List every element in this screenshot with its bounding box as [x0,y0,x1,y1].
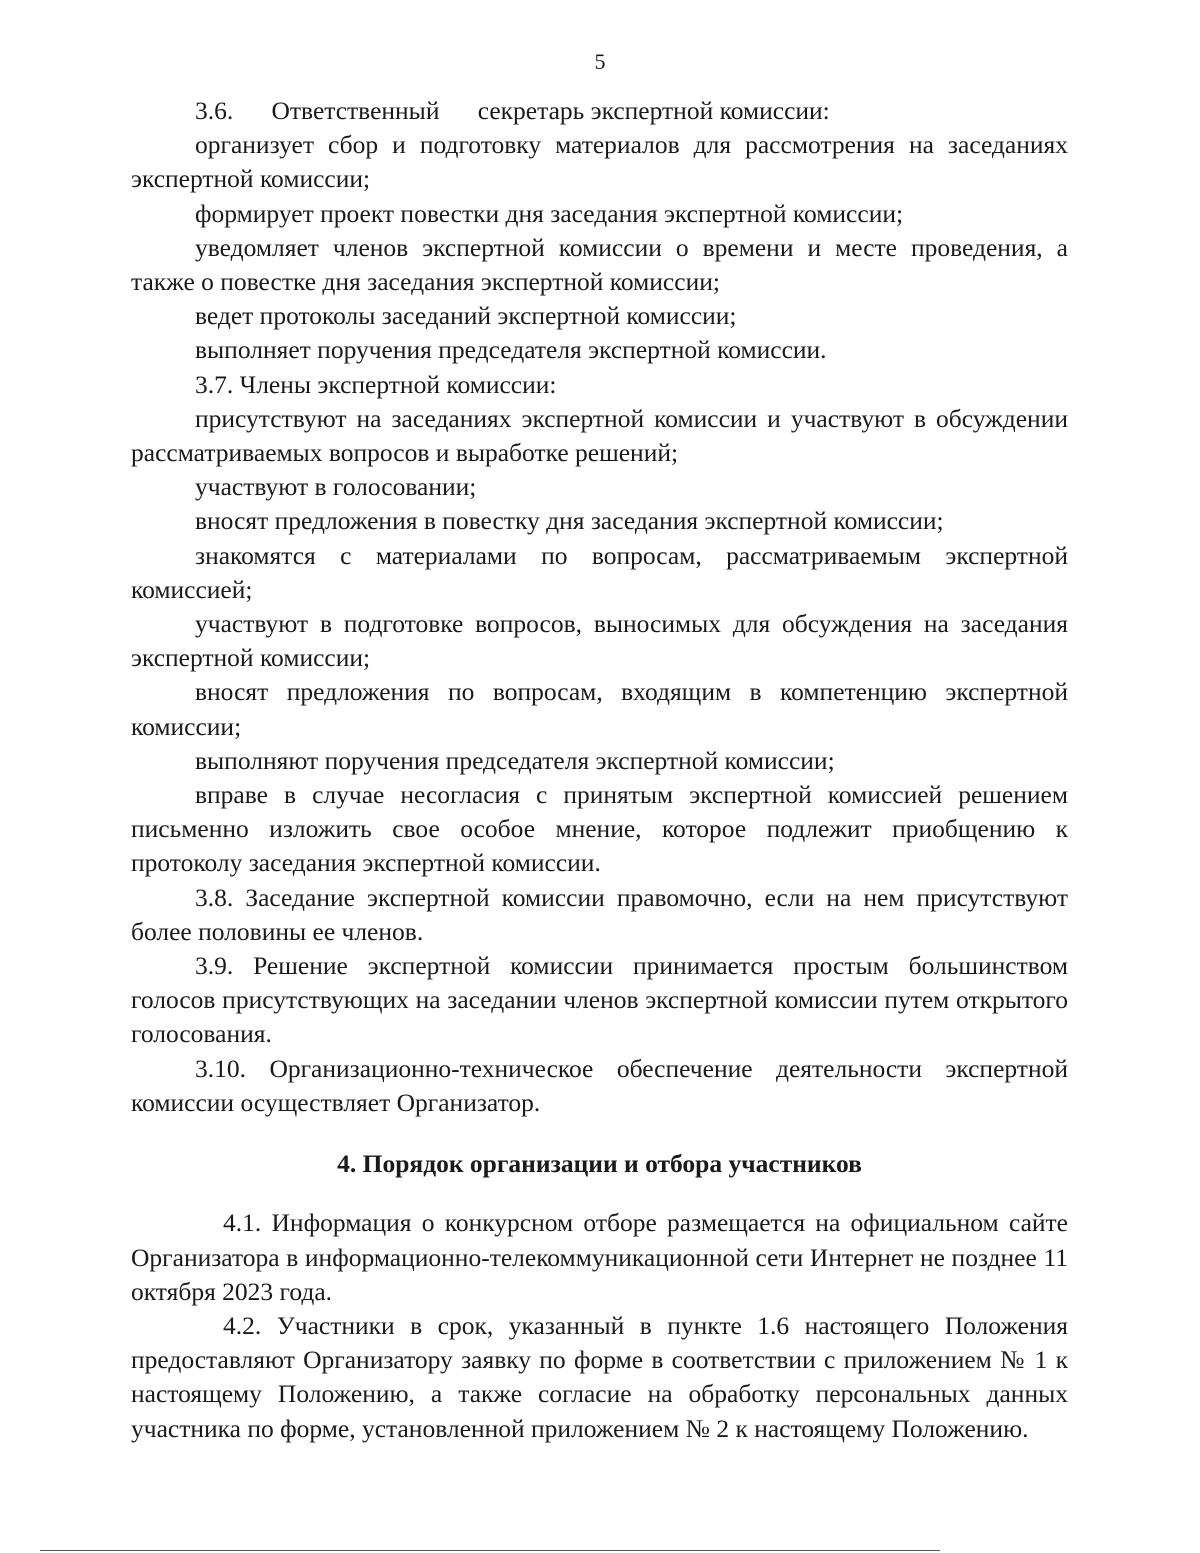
paragraph-3-7-d: знакомятся с материалами по вопросам, рассматриваемым экспертной комиссией; [131,540,1068,604]
paragraph-3-7-a: присутствуют на заседаниях экспертной комиссии и участвуют в обсуждении рассматриваемых вопросов и выработке решений; [131,403,1068,468]
paragraph-3-8: 3.8. Заседание экспертной комиссии правомочно, если на нем присутствуют более половины ее членов. [131,882,1068,946]
paragraph-3-6-d: ведет протоколы заседаний экспертной комиссии; [195,301,737,331]
paragraph-3-7-h: вправе в случае несогласия с принятым экспертной комиссией решением письменно изложить свое особое мнение, которое подлежит приобщению к протоколу заседания экспертной комиссии. [131,780,1068,878]
paragraph-3-7-c: вносят предложения в повестку дня заседания экспертной комиссии; [195,506,944,536]
paragraph-3-6-c: уведомляет членов экспертной комиссии о времени и месте проведения, а также о повестке дня заседания экспертной комиссии; [131,232,1068,297]
paragraph-4-1: 4.1. Информация о конкурсном отборе размещается на официальном сайте Организатора в информационно-телекоммуникационной сети Интернет не позднее 11 октября 2023 года. [131,1208,1068,1306]
paragraph-3-7-f: вносят предложения по вопросам, входящим в компетенцию экспертной комиссии; [131,677,1068,741]
page-number: 5 [594,49,606,74]
section-4-heading: 4. Порядок организации и отбора участников [337,1149,862,1179]
paragraph-3-7-title: 3.7. Члены экспертной комиссии: [195,369,557,399]
paragraph-3-7-g: выполняют поручения председателя экспертной комиссии; [195,745,835,775]
document-body [131,94,1068,1446]
paragraph-3-9: 3.9. Решение экспертной комиссии принимается простым большинством голосов присутствующих на заседании членов экспертной комиссии путем открытого голосования. [131,951,1068,1049]
spacer [131,1181,1068,1206]
paragraph-4-2: 4.2. Участники в срок, указанный в пункте 1.6 настоящего Положения предоставляют Организатору заявку по форме в соответствии с приложением № 1 к настоящему Положению, а также согласие на обработку персональных данных участника по форме, установленной приложением № 2 к настоящему Положению. [131,1310,1068,1443]
paragraph-3-10: 3.10. Организационно-техническое обеспечение деятельности экспертной комиссии осуществляет Организатор. [131,1053,1068,1117]
spacer [131,1120,1068,1147]
paragraph-3-6-title: 3.6. Ответственный секретарь экспертной комиссии: [195,96,830,125]
paragraph-3-6-e: выполняет поручения председателя экспертной комиссии. [195,335,827,365]
paragraph-3-7-e: участвуют в подготовке вопросов, выносимых для обсуждения на заседания экспертной комиссии; [131,609,1068,673]
footer-divider [40,1550,940,1551]
paragraph-3-6-a: организует сбор и подготовку материалов для рассмотрения на заседаниях экспертной комиссии; [131,130,1068,194]
paragraph-3-6-b: формирует проект повестки дня заседания экспертной комиссии; [195,198,904,228]
paragraph-3-7-b: участвуют в голосовании; [195,472,477,502]
